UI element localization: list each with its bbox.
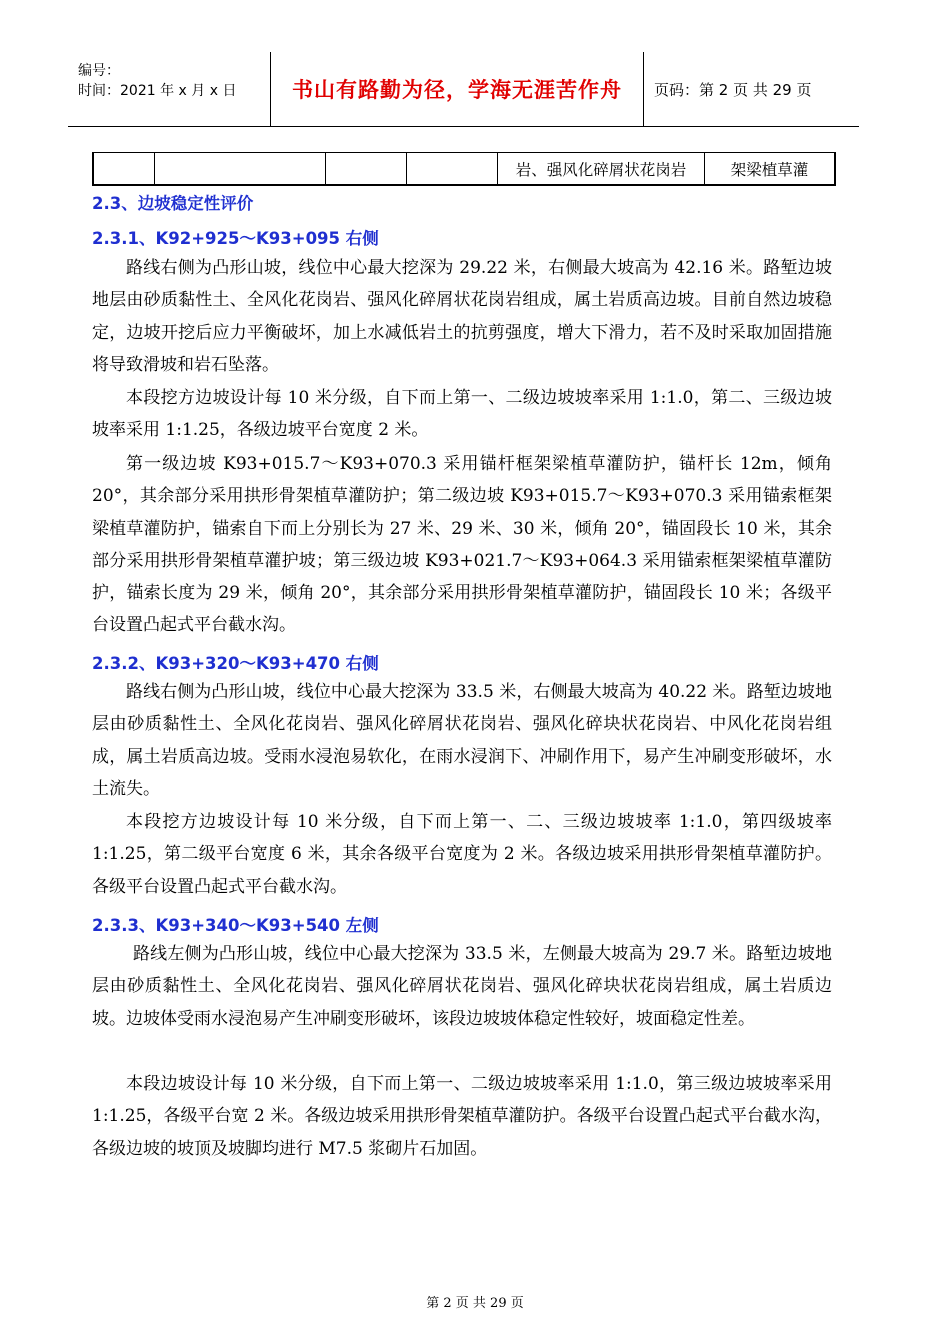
header-meta xyxy=(68,52,271,126)
paragraph: 本段挖方边坡设计每 10 米分级，自下而上第一、二、三级边坡坡率 1:1.0，第四级坡率 1:1.25，第二级平台宽度 6 米，其余各级平台宽度为 2 米。各级边坡采用拱形骨架植草灌防护。各级平台设置凸起式平台截水沟。 xyxy=(92,812,832,897)
page-footer: 第 2 页 共 29 页 xyxy=(426,1296,524,1311)
page-info-text: 页码：第 2 页 共 29 页 xyxy=(654,80,812,99)
paragraph: 第一级边坡 K93+015.7～K93+070.3 采用锚杆框架梁植草灌防护，锚杆长 12m，倾角 20°，其余部分采用拱形骨架植草灌防护；第二级边坡 K93+015.7～K93+070.3 采用锚索框架梁植草灌防护，锚索自下而上分别长为 27 米、29 米、30 米，倾角 20°，锚固段长 10 米，其余部分采用拱形骨架植草灌护坡；第三级边坡 K93+021.7～K93+064.3 采用锚索框架梁植草灌防护，锚索长度为 29 米，倾角 20°，其余部分采用拱形骨架植草灌防护，锚固段长 10 米；各级平台设置凸起式平台截水沟。 xyxy=(92,454,832,636)
subsection-heading-3: 2.3.3、K93+340～K93+540 左侧 xyxy=(92,916,379,935)
paragraph: 路线左侧为凸形山坡，线位中心最大挖深为 33.5 米，左侧最大坡高为 29.7 米。路堑边坡地层由砂质黏性土、全风化花岗岩、强风化碎屑状花岗岩、强风化碎块状花岗岩组成，属土岩质边坡。边坡体受雨水浸泡易产生冲刷变形破坏，该段边坡坡体稳定性较好，坡面稳定性差。 xyxy=(92,944,832,1029)
subsection-heading-1: 2.3.1、K92+925～K93+095 右侧 xyxy=(92,229,379,248)
table-cell xyxy=(155,153,326,186)
header-motto-cell xyxy=(271,52,644,126)
table-cell: 架梁植草灌 xyxy=(705,153,836,186)
number-label: 编号： xyxy=(78,63,120,79)
paragraph: 本段挖方边坡设计每 10 米分级，自下而上第一、二级边坡坡率采用 1:1.0，第二、三级边坡坡率采用 1:1.25，各级边坡平台宽度 2 米。 xyxy=(92,388,832,441)
motto-text: 书山有路勤为径，学海无涯苦作舟 xyxy=(292,78,622,102)
table-cell xyxy=(93,153,155,186)
time-label: 时间：2021 年 x 月 x 日 xyxy=(78,83,237,99)
subsection-heading-2: 2.3.2、K93+320～K93+470 右侧 xyxy=(92,654,379,673)
header-page-info xyxy=(644,52,859,126)
table-cell xyxy=(326,153,407,186)
section-heading: 2.3、边坡稳定性评价 xyxy=(92,194,254,213)
table-cell xyxy=(407,153,498,186)
paragraph: 本段边坡设计每 10 米分级，自下而上第一、二级边坡坡率采用 1:1.0，第三级边坡坡率采用 1:1.25，各级平台宽 2 米。各级边坡采用拱形骨架植草灌防护。各级平台设置凸起式平台截水沟，各级边坡的坡顶及坡脚均进行 M7.5 浆砌片石加固。 xyxy=(92,1074,832,1159)
table-fragment xyxy=(92,152,836,186)
page-header xyxy=(68,52,859,127)
table-row xyxy=(93,153,835,186)
paragraph: 路线右侧为凸形山坡，线位中心最大挖深为 33.5 米，右侧最大坡高为 40.22 米。路堑边坡地层由砂质黏性土、全风化花岗岩、强风化碎屑状花岗岩、强风化碎块状花岗岩、中风化花岗岩组成，属土岩质高边坡。受雨水浸泡易软化，在雨水浸润下、冲刷作用下，易产生冲刷变形破坏，水土流失。 xyxy=(92,682,832,799)
table-cell: 岩、强风化碎屑状花岗岩 xyxy=(498,153,705,186)
paragraph: 路线右侧为凸形山坡，线位中心最大挖深为 29.22 米，右侧最大坡高为 42.16 米。路堑边坡地层由砂质黏性土、全风化花岗岩、强风化碎屑状花岗岩组成，属土岩质高边坡。目前自然边坡稳定，边坡开挖后应力平衡破坏，加上水减低岩土的抗剪强度，增大下滑力，若不及时采取加固措施将导致滑坡和岩石坠落。 xyxy=(92,258,832,375)
